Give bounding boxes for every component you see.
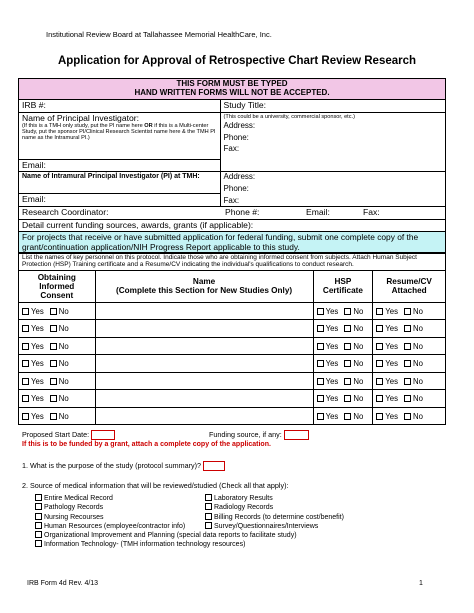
personnel-row <box>19 302 446 320</box>
source-checkbox[interactable] <box>35 522 42 529</box>
cv-cell <box>373 302 446 320</box>
yes-label: Yes <box>31 306 44 316</box>
no-label: No <box>353 394 364 404</box>
personnel-name-cell[interactable] <box>95 320 313 338</box>
pi-name-label: Name of Principal Investigator: <box>22 112 140 123</box>
source-option <box>35 513 205 522</box>
no-checkbox[interactable] <box>50 325 57 332</box>
source-option <box>35 494 205 503</box>
hsp-cell <box>313 320 373 338</box>
yes-label: Yes <box>325 394 339 404</box>
personnel-row <box>19 355 446 373</box>
no-checkbox[interactable] <box>404 413 411 420</box>
yes-label: Yes <box>325 341 339 351</box>
funding-source-label: Funding source, if any: <box>209 430 309 440</box>
form-id: IRB Form 4d Rev. 4/13 <box>27 580 99 587</box>
source-label: Entire Medical Record <box>44 495 113 502</box>
coordinator-row[interactable] <box>19 207 446 219</box>
consent-cell <box>19 302 96 320</box>
source-checkbox[interactable] <box>35 531 42 538</box>
no-checkbox[interactable] <box>344 308 351 315</box>
yes-label: Yes <box>385 411 399 421</box>
yes-label: Yes <box>31 411 44 421</box>
cv-cell <box>373 407 446 425</box>
no-checkbox[interactable] <box>50 343 57 350</box>
personnel-name-cell[interactable] <box>95 355 313 373</box>
coordinator-phone-label: Phone #: <box>225 207 260 218</box>
irb-number-field[interactable]: IRB #: <box>19 99 221 112</box>
yes-checkbox[interactable] <box>22 413 29 420</box>
yes-label: Yes <box>385 341 399 351</box>
personnel-row <box>19 390 446 408</box>
yes-label: Yes <box>31 394 44 404</box>
study-info-table <box>18 78 446 254</box>
col-consent-header: Obtaining Informed Consent <box>19 270 96 302</box>
personnel-row <box>19 372 446 390</box>
source-checklist <box>35 494 455 550</box>
yes-label: Yes <box>325 411 339 421</box>
no-label: No <box>58 341 69 351</box>
no-label: No <box>353 324 364 334</box>
no-label: No <box>413 376 423 386</box>
source-checkbox[interactable] <box>35 494 42 501</box>
proposed-start-label: Proposed Start Date: <box>22 430 115 440</box>
source-option <box>205 522 435 531</box>
pi-address-field[interactable]: Address: <box>223 120 256 130</box>
source-label: Laboratory Results <box>214 495 273 502</box>
personnel-name-cell[interactable] <box>95 302 313 320</box>
source-option <box>205 503 435 512</box>
no-label: No <box>413 359 423 369</box>
consent-cell <box>19 355 96 373</box>
yes-checkbox[interactable] <box>317 360 324 367</box>
source-checkbox[interactable] <box>205 503 212 510</box>
source-option <box>205 513 435 522</box>
no-checkbox[interactable] <box>344 343 351 350</box>
yes-label: Yes <box>31 324 44 334</box>
yes-label: Yes <box>385 394 399 404</box>
no-checkbox[interactable] <box>344 413 351 420</box>
federal-funding-note: For projects that receive or have submitted application for federal funding, submit one complete copy of the grant/continuation application/NIH Progress Report applicable to this study. <box>19 232 446 253</box>
intramural-fax-field[interactable]: Fax: <box>223 195 240 205</box>
no-label: No <box>413 324 423 334</box>
no-label: No <box>353 306 364 316</box>
no-checkbox[interactable] <box>404 395 411 402</box>
personnel-row <box>19 407 446 425</box>
no-checkbox[interactable] <box>404 308 411 315</box>
source-option <box>35 540 455 549</box>
page-number: 1 <box>419 580 423 587</box>
no-label: No <box>413 306 423 316</box>
source-label: Information Technology- (TMH information technology resources) <box>44 541 246 549</box>
source-checkbox[interactable] <box>35 540 42 547</box>
source-checkbox[interactable] <box>205 522 212 529</box>
pi-note: (If this is a TMH only study, put the PI name here OR if this is a Multi-center Study, put the sponsor PI/Clinical Research Scientist name here & the TMH PI name as the Intramural PI.) <box>22 123 216 142</box>
no-checkbox[interactable] <box>50 308 57 315</box>
source-option <box>35 503 205 512</box>
institution-header: Institutional Review Board at Tallahassee Memorial HealthCare, Inc. <box>46 30 272 39</box>
yes-label: Yes <box>385 324 399 334</box>
consent-cell <box>19 320 96 338</box>
no-label: No <box>58 324 69 334</box>
cv-cell <box>373 390 446 408</box>
no-checkbox[interactable] <box>404 343 411 350</box>
source-checkbox[interactable] <box>205 513 212 520</box>
intramural-phone-field[interactable]: Phone: <box>223 183 249 193</box>
yes-checkbox[interactable] <box>376 360 383 367</box>
yes-checkbox[interactable] <box>376 325 383 332</box>
yes-checkbox[interactable] <box>317 413 324 420</box>
no-label: No <box>353 341 364 351</box>
yes-label: Yes <box>325 306 339 316</box>
funding-sources-field[interactable]: Detail current funding sources, awards, grants (if applicable): <box>19 219 446 231</box>
personnel-row <box>19 337 446 355</box>
yes-checkbox[interactable] <box>22 343 29 350</box>
yes-label: Yes <box>325 359 339 369</box>
study-title-field[interactable]: Study Title: <box>220 99 445 112</box>
no-label: No <box>353 359 364 369</box>
col-name-header: Name (Complete this Section for New Studies Only) <box>95 270 313 302</box>
cv-cell <box>373 372 446 390</box>
no-checkbox[interactable] <box>344 378 351 385</box>
question-1: 1. What is the purpose of the study (protocol summary)? <box>22 461 225 471</box>
no-label: No <box>58 359 69 369</box>
cv-cell <box>373 355 446 373</box>
yes-label: Yes <box>31 359 44 369</box>
yes-label: Yes <box>325 324 339 334</box>
source-label: Radiology Records <box>214 504 274 512</box>
pi-fax-field[interactable]: Fax: <box>223 144 240 154</box>
intramural-email-field[interactable]: Email: <box>19 193 221 207</box>
yes-checkbox[interactable] <box>22 360 29 367</box>
consent-cell <box>19 372 96 390</box>
yes-checkbox[interactable] <box>376 378 383 385</box>
no-checkbox[interactable] <box>50 360 57 367</box>
source-checkbox[interactable] <box>35 513 42 520</box>
affiliation-note: (This could be a university, commercial sponsor, etc.) <box>223 113 355 120</box>
yes-label: Yes <box>385 376 399 386</box>
no-label: No <box>353 376 364 386</box>
no-label: No <box>58 394 69 404</box>
col-cv-header: Resume/CV Attached <box>373 270 446 302</box>
hsp-cell <box>313 390 373 408</box>
no-label: No <box>58 306 69 316</box>
yes-checkbox[interactable] <box>376 343 383 350</box>
yes-label: Yes <box>31 341 44 351</box>
yes-checkbox[interactable] <box>22 395 29 402</box>
yes-checkbox[interactable] <box>376 395 383 402</box>
funding-source-input[interactable] <box>284 430 309 440</box>
source-checkbox[interactable] <box>205 494 212 501</box>
no-label: No <box>413 394 423 404</box>
consent-cell <box>19 407 96 425</box>
yes-label: Yes <box>385 359 399 369</box>
personnel-name-cell[interactable] <box>95 407 313 425</box>
yes-checkbox[interactable] <box>317 343 324 350</box>
no-checkbox[interactable] <box>50 413 57 420</box>
source-option <box>205 494 435 503</box>
no-label: No <box>413 411 423 421</box>
yes-checkbox[interactable] <box>22 378 29 385</box>
yes-checkbox[interactable] <box>22 325 29 332</box>
intramural-address-field[interactable]: Address: <box>223 172 256 182</box>
question-2: 2. Source of medical information that will be reviewed/studied (Check all that apply): <box>22 481 289 490</box>
no-checkbox[interactable] <box>50 395 57 402</box>
personnel-instructions: List the names of key personnel on this protocol. Indicate those who are obtaining informed consent from subjects. Attach Human Subject Protection (HSP) Training certificate and a Resume/CV indicating the individual's qualifications to conduct research. <box>19 253 446 271</box>
source-label: Survey/Questionnaires/Interviews <box>214 522 319 530</box>
pi-phone-field[interactable]: Phone: <box>223 132 249 142</box>
consent-cell <box>19 390 96 408</box>
source-label: Pathology Records <box>44 504 104 512</box>
source-option <box>35 531 455 540</box>
proposed-start-input[interactable] <box>91 430 115 440</box>
source-checkbox[interactable] <box>35 503 42 510</box>
source-label: Billing Records (to determine cost/benefit) <box>214 513 344 521</box>
hsp-cell <box>313 407 373 425</box>
no-checkbox[interactable] <box>344 395 351 402</box>
no-label: No <box>58 376 69 386</box>
yes-checkbox[interactable] <box>317 378 324 385</box>
purpose-input[interactable] <box>203 461 225 471</box>
hsp-cell <box>313 355 373 373</box>
no-checkbox[interactable] <box>404 378 411 385</box>
source-label: Organizational Improvement and Planning (special data reports to facilitate study) <box>44 532 297 540</box>
yes-checkbox[interactable] <box>317 308 324 315</box>
personnel-name-cell[interactable] <box>95 390 313 408</box>
yes-label: Yes <box>385 306 399 316</box>
no-label: No <box>58 411 69 421</box>
no-checkbox[interactable] <box>404 360 411 367</box>
personnel-name-cell[interactable] <box>95 372 313 390</box>
personnel-name-cell[interactable] <box>95 337 313 355</box>
pi-email-field[interactable]: Email: <box>19 159 221 171</box>
personnel-table <box>18 252 446 425</box>
page-title: Application for Approval of Retrospective Chart Review Research <box>57 55 417 67</box>
yes-checkbox[interactable] <box>376 413 383 420</box>
personnel-row <box>19 320 446 338</box>
no-label: No <box>413 341 423 351</box>
hsp-cell <box>313 337 373 355</box>
yes-label: Yes <box>31 376 44 386</box>
yes-checkbox[interactable] <box>22 308 29 315</box>
source-option <box>35 522 205 531</box>
consent-cell <box>19 337 96 355</box>
hsp-cell <box>313 372 373 390</box>
coordinator-email-label: Email: <box>306 207 330 218</box>
yes-label: Yes <box>325 376 339 386</box>
yes-checkbox[interactable] <box>317 395 324 402</box>
intramural-pi-label[interactable]: Name of Intramural Principal Investigator (PI) at TMH: <box>19 172 221 194</box>
no-checkbox[interactable] <box>404 325 411 332</box>
cv-cell <box>373 337 446 355</box>
source-label: Human Resources (employee/contractor info) <box>44 522 186 530</box>
hsp-cell <box>313 302 373 320</box>
no-label: No <box>353 411 364 421</box>
source-label: Nursing Recourses <box>44 513 104 521</box>
no-checkbox[interactable] <box>50 378 57 385</box>
coordinator-fax-label: Fax: <box>363 207 380 218</box>
typed-notice: THIS FORM MUST BE TYPED HAND WRITTEN FORMS WILL NOT BE ACCEPTED. <box>19 79 446 100</box>
no-checkbox[interactable] <box>344 360 351 367</box>
no-checkbox[interactable] <box>344 325 351 332</box>
grant-attach-note: If this is to be funded by a grant, attach a complete copy of the application. <box>22 441 271 448</box>
yes-checkbox[interactable] <box>317 325 324 332</box>
col-hsp-header: HSP Certificate <box>313 270 373 302</box>
yes-checkbox[interactable] <box>376 308 383 315</box>
coordinator-label: Research Coordinator: <box>22 207 109 218</box>
cv-cell <box>373 320 446 338</box>
